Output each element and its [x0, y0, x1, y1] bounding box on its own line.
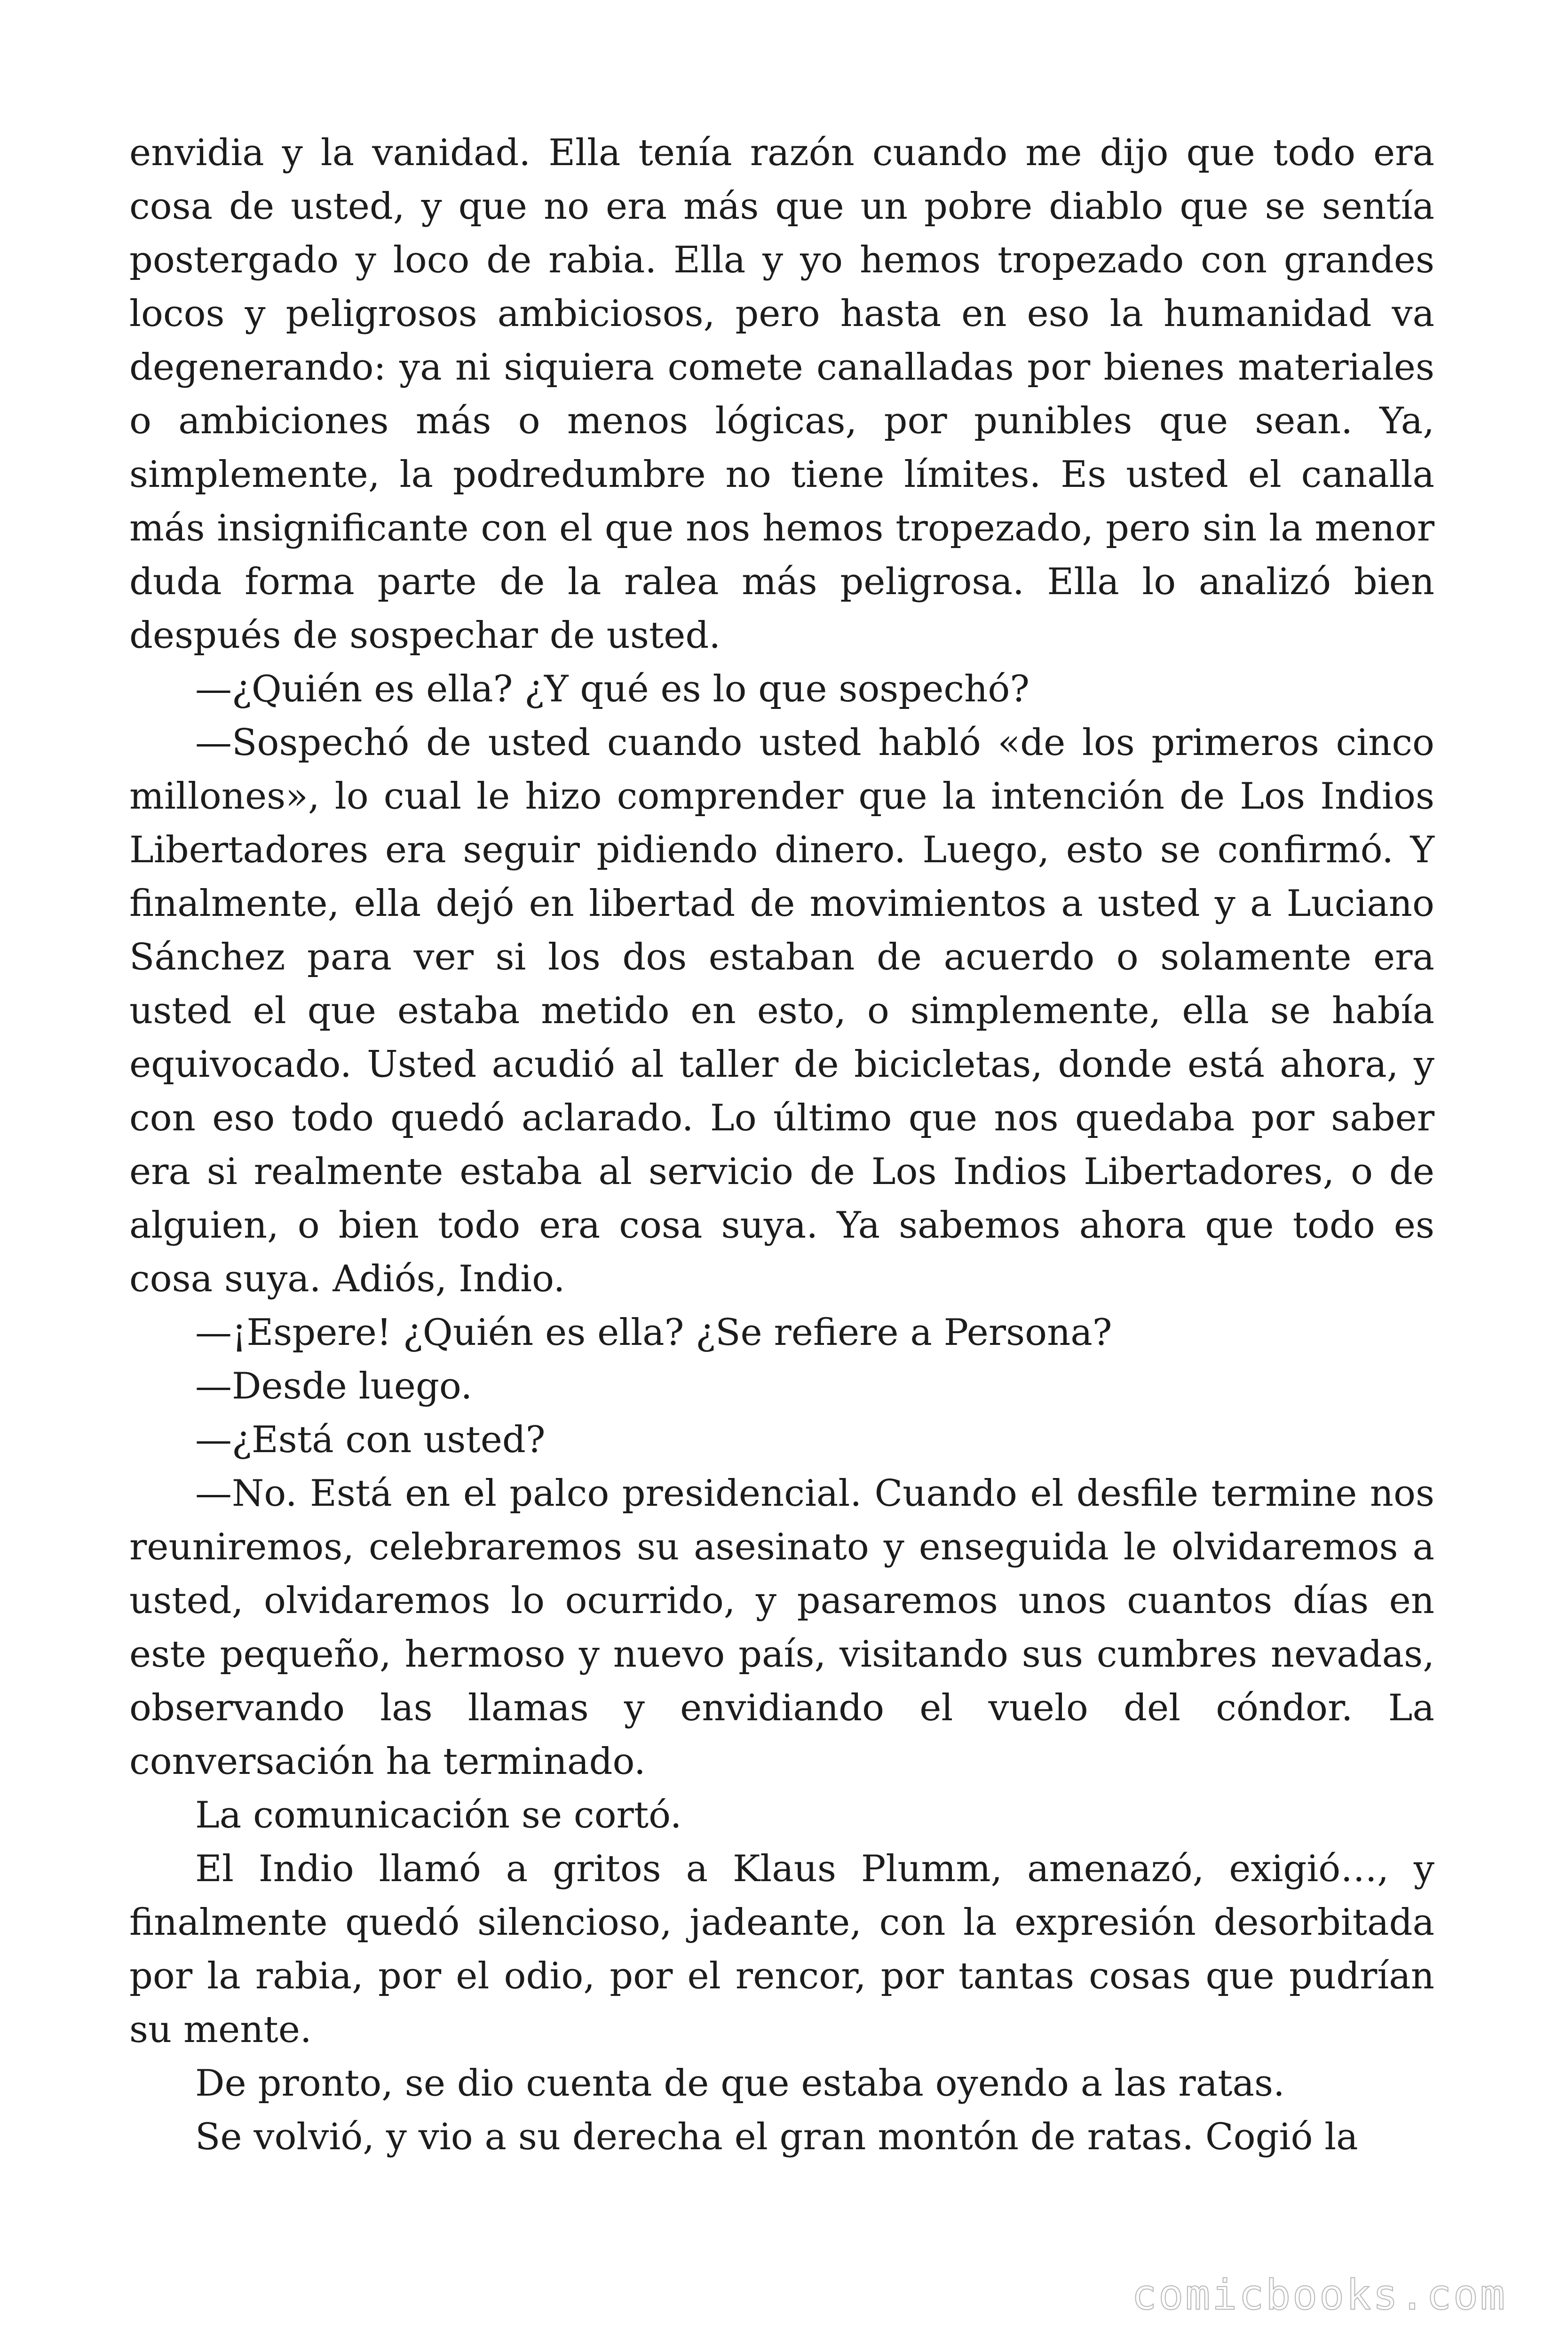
dialogue-line: —¿Quién es ella? ¿Y qué es lo que sospechó?: [195, 668, 1030, 710]
narration-paragraph: De pronto, se dio cuenta de que estaba oyendo a las ratas.: [195, 2062, 1285, 2105]
watermark: comicbooks.com: [1132, 2271, 1507, 2319]
dialogue-line: —Desde luego.: [195, 1365, 473, 1407]
narration-paragraph: El Indio llamó a gritos a Klaus Plumm, amenazó, exigió…, y finalmente quedó silencioso, jadeante, con la expresión desorbitada por la rabia, por el odio, por el rencor, por tantas cosas que pudrían su mente.: [129, 1848, 1434, 2051]
narration-paragraph: Se volvió, y vio a su derecha el gran montón de ratas. Cogió la: [195, 2116, 1358, 2158]
dialogue-line: —¡Espere! ¿Quién es ella? ¿Se refiere a Persona?: [195, 1311, 1112, 1354]
book-page-text: [129, 126, 1434, 2164]
dialogue-line: —No. Está en el palco presidencial. Cuando el desfile termine nos reuniremos, celebraremos su asesinato y enseguida le olvidaremos a usted, olvidaremos lo ocurrido, y pasaremos unos cuantos días en este pequeño, hermoso y nuevo país, visitando sus cumbres nevadas, observando las llamas y envidiando el vuelo del cóndor. La conversación ha terminado.: [129, 1472, 1434, 1783]
paragraph-continuation: envidia y la vanidad. Ella tenía razón cuando me dijo que todo era cosa de usted, y que no era más que un pobre diablo que se sentía postergado y loco de rabia. Ella y yo hemos tropezado con grandes locos y peligrosos ambiciosos, pero hasta en eso la humanidad va degenerando: ya ni siquiera comete canalladas por bienes materiales o ambiciones más o menos lógicas, por punibles que sean. Ya, simplemente, la podredumbre no tiene límites. Es usted el canalla más insignificante con el que nos hemos tropezado, pero sin la menor duda forma parte de la ralea más peligrosa. Ella lo analizó bien después de sospechar de usted.: [129, 132, 1434, 657]
narration-paragraph: La comunicación se cortó.: [195, 1794, 682, 1836]
dialogue-line: —Sospechó de usted cuando usted habló «de los primeros cinco millones», lo cual le hizo comprender que la intención de Los Indios Libertadores era seguir pidiendo dinero. Luego, esto se confirmó. Y finalmente, ella dejó en libertad de movimientos a usted y a Luciano Sánchez para ver si los dos estaban de acuerdo o solamente era usted el que estaba metido en esto, o simplemente, ella se había equivocado. Usted acudió al taller de bicicletas, donde está ahora, y con eso todo quedó aclarado. Lo último que nos quedaba por saber era si realmente estaba al servicio de Los Indios Libertadores, o de alguien, o bien todo era cosa suya. Ya sabemos ahora que todo es cosa suya. Adiós, Indio.: [129, 722, 1434, 1300]
dialogue-line: —¿Está con usted?: [195, 1419, 546, 1461]
